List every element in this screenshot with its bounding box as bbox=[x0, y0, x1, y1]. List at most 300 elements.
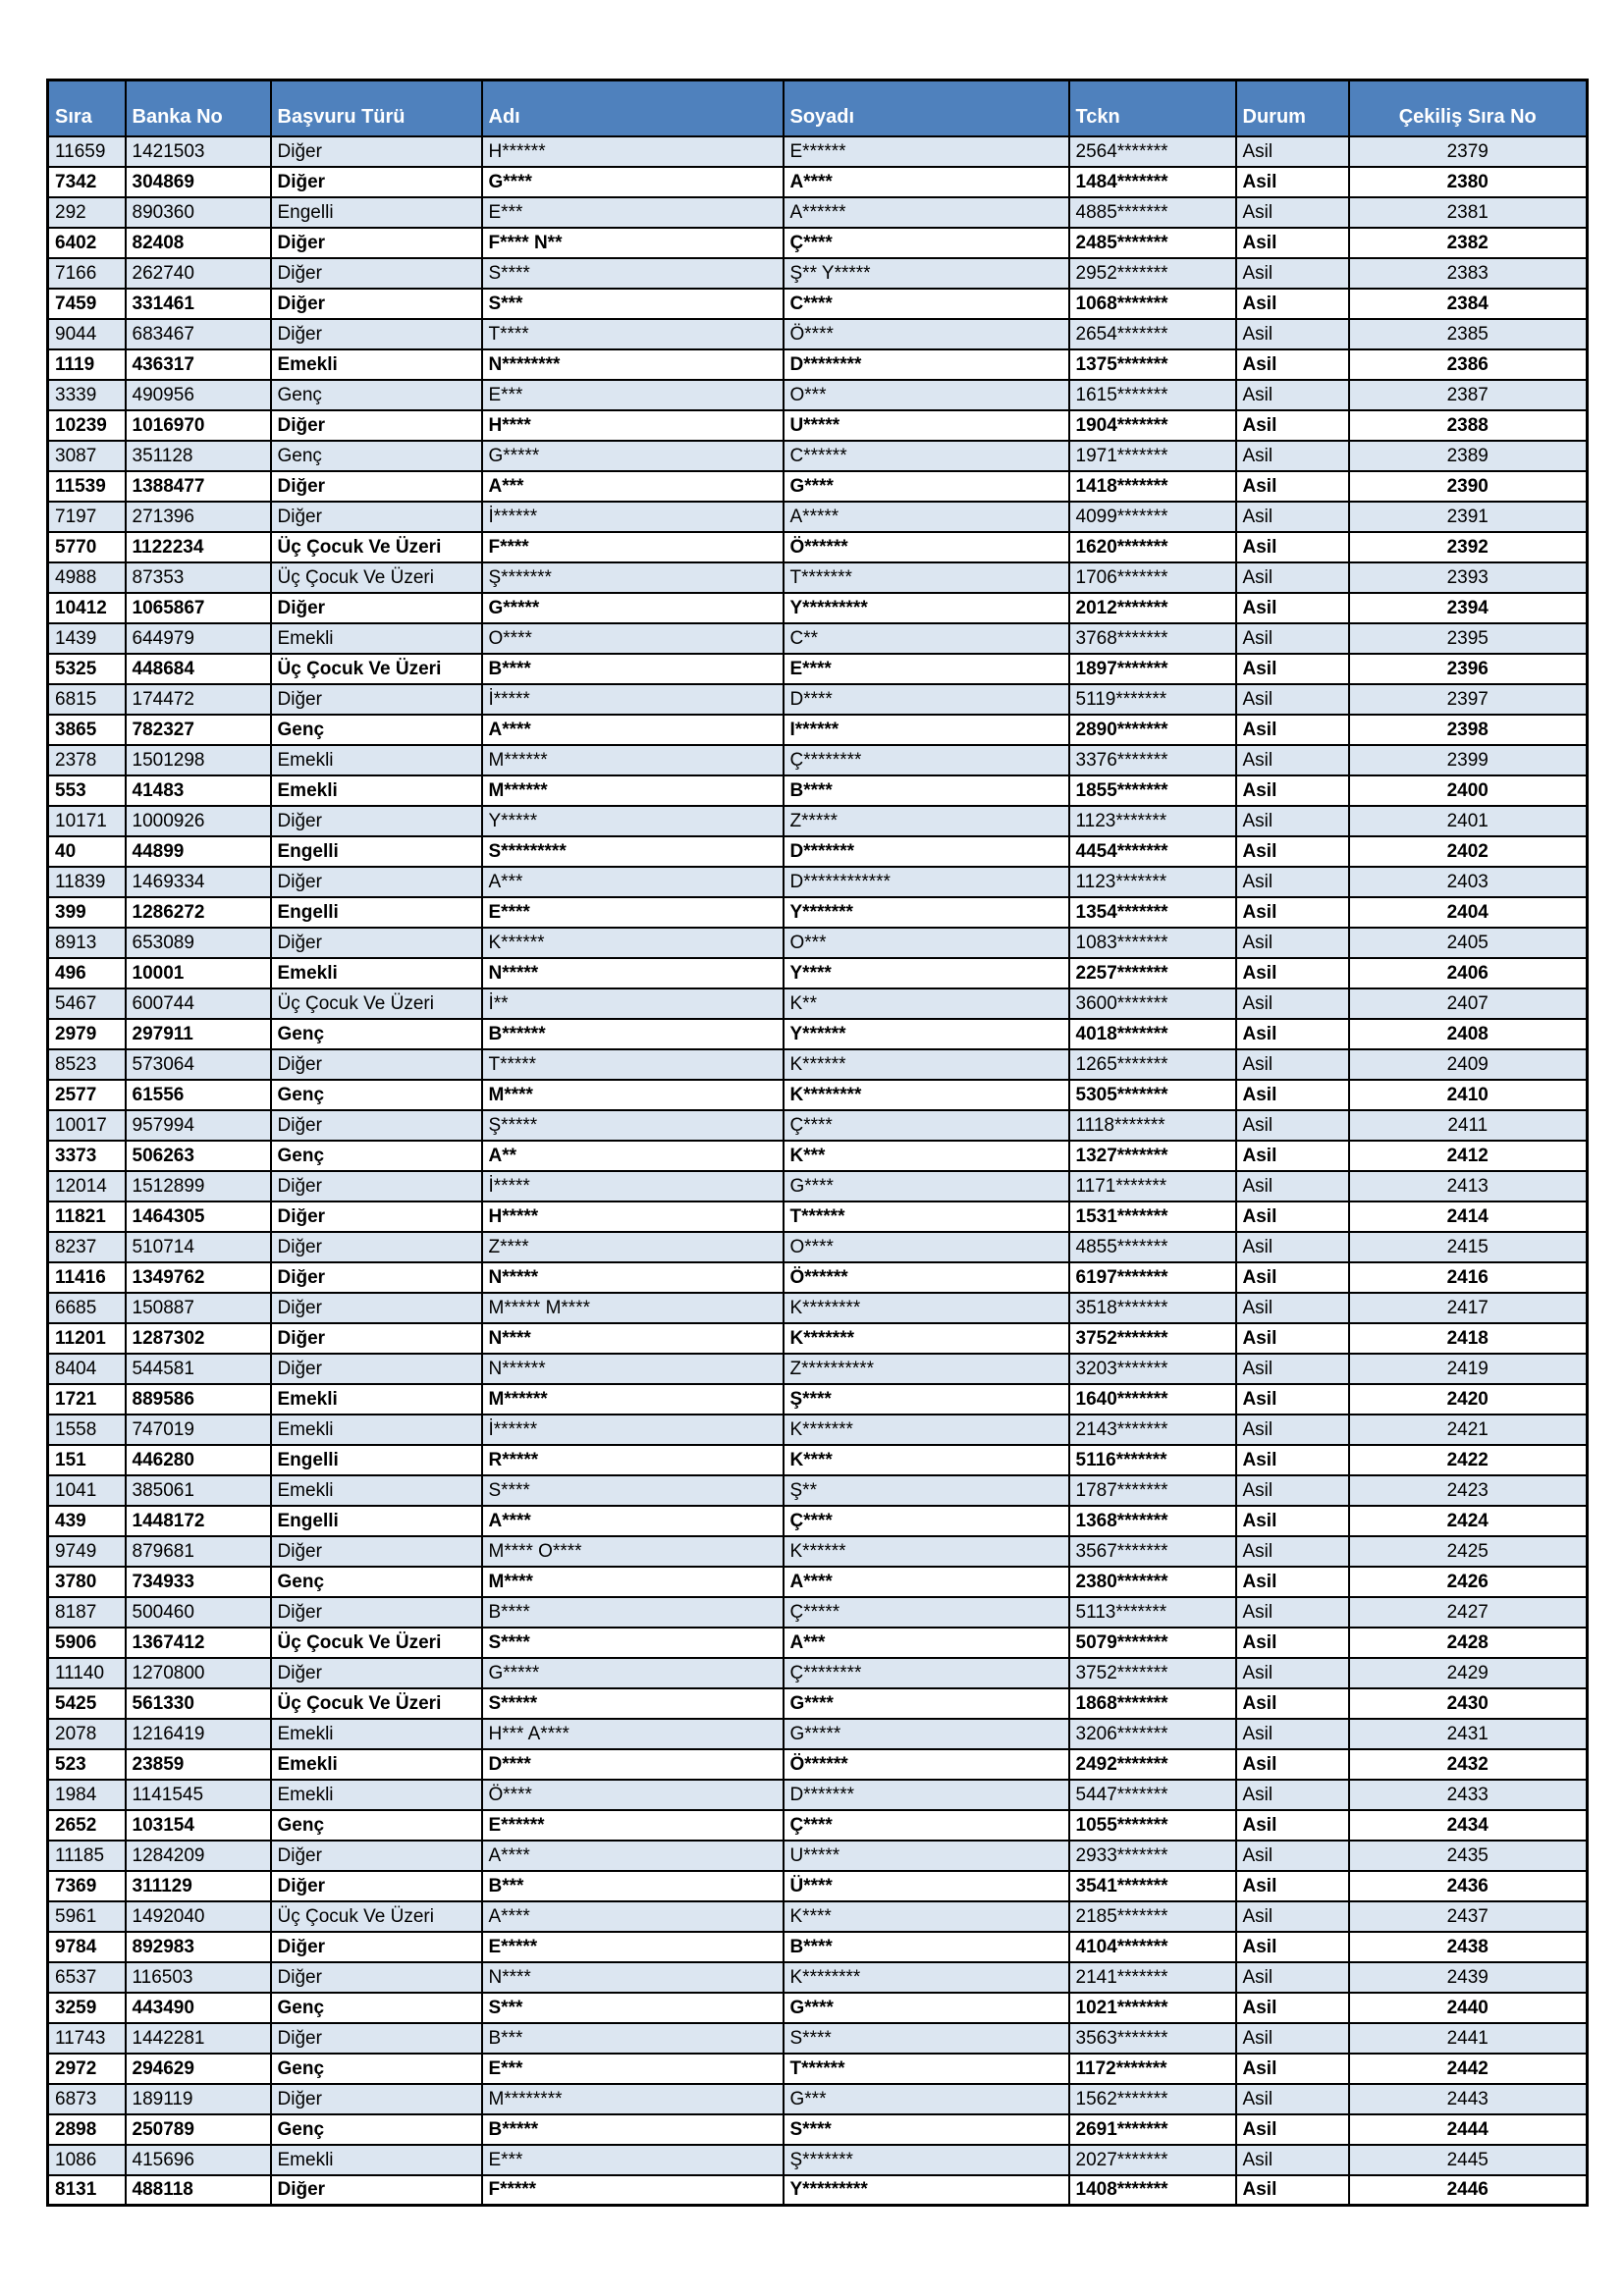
cell: 653089 bbox=[126, 928, 271, 958]
cell: Diğer bbox=[271, 1597, 482, 1628]
cell: 10017 bbox=[48, 1110, 126, 1141]
table-row bbox=[48, 1597, 1588, 1628]
cell: Y********* bbox=[784, 593, 1069, 623]
cell: 8523 bbox=[48, 1049, 126, 1080]
cell: 1270800 bbox=[126, 1658, 271, 1688]
cell: Asil bbox=[1236, 349, 1349, 380]
cell: 490956 bbox=[126, 380, 271, 410]
table-row bbox=[48, 867, 1588, 897]
cell: C** bbox=[784, 623, 1069, 654]
cell: Diğer bbox=[271, 1201, 482, 1232]
cell: 443490 bbox=[126, 1993, 271, 2023]
cell: B***** bbox=[482, 2114, 784, 2145]
cell: S**** bbox=[784, 2023, 1069, 2054]
cell: 2257******* bbox=[1069, 958, 1236, 988]
cell: 957994 bbox=[126, 1110, 271, 1141]
cell: 2412 bbox=[1349, 1141, 1588, 1171]
cell: Diğer bbox=[271, 1262, 482, 1293]
cell: 1367412 bbox=[126, 1628, 271, 1658]
table-row bbox=[48, 715, 1588, 745]
cell: 1286272 bbox=[126, 897, 271, 928]
cell: Asil bbox=[1236, 1688, 1349, 1719]
cell: 1706******* bbox=[1069, 562, 1236, 593]
cell: 3541******* bbox=[1069, 1871, 1236, 1901]
cell: Diğer bbox=[271, 258, 482, 289]
cell: 1558 bbox=[48, 1415, 126, 1445]
cell: 5906 bbox=[48, 1628, 126, 1658]
cell: A*** bbox=[482, 471, 784, 502]
cell: 1787******* bbox=[1069, 1475, 1236, 1506]
cell: 3206******* bbox=[1069, 1719, 1236, 1749]
cell: 2441 bbox=[1349, 2023, 1588, 2054]
cell: 523 bbox=[48, 1749, 126, 1780]
cell: 2407 bbox=[1349, 988, 1588, 1019]
cell: E**** bbox=[784, 654, 1069, 684]
cell: 2404 bbox=[1349, 897, 1588, 928]
cell: 2445 bbox=[1349, 2145, 1588, 2175]
cell: E**** bbox=[482, 897, 784, 928]
table-row bbox=[48, 593, 1588, 623]
cell: Ç******** bbox=[784, 745, 1069, 775]
cell: Genç bbox=[271, 715, 482, 745]
cell: Diğer bbox=[271, 1171, 482, 1201]
cell: 892983 bbox=[126, 1932, 271, 1962]
cell: Genç bbox=[271, 2054, 482, 2084]
cell: Asil bbox=[1236, 1810, 1349, 1841]
cell: 5447******* bbox=[1069, 1780, 1236, 1810]
cell: 600744 bbox=[126, 988, 271, 1019]
cell: 2421 bbox=[1349, 1415, 1588, 1445]
table-header-row bbox=[48, 80, 1588, 136]
cell: 2381 bbox=[1349, 197, 1588, 228]
table-row bbox=[48, 928, 1588, 958]
cell: İ****** bbox=[482, 502, 784, 532]
table-row bbox=[48, 1445, 1588, 1475]
cell: Z********** bbox=[784, 1354, 1069, 1384]
header-cell-adi: Adı bbox=[482, 80, 784, 136]
cell: 4018******* bbox=[1069, 1019, 1236, 1049]
table-row bbox=[48, 988, 1588, 1019]
cell: 2400 bbox=[1349, 775, 1588, 806]
cell: 331461 bbox=[126, 289, 271, 319]
cell: 2384 bbox=[1349, 289, 1588, 319]
cell: O*** bbox=[784, 380, 1069, 410]
table-row bbox=[48, 1323, 1588, 1354]
cell: 2392 bbox=[1349, 532, 1588, 562]
cell: Y**** bbox=[784, 958, 1069, 988]
cell: 5770 bbox=[48, 532, 126, 562]
cell: 2443 bbox=[1349, 2084, 1588, 2114]
cell: Asil bbox=[1236, 1323, 1349, 1354]
cell: 4099******* bbox=[1069, 502, 1236, 532]
cell: Ö****** bbox=[784, 532, 1069, 562]
cell: Asil bbox=[1236, 1262, 1349, 1293]
cell: 297911 bbox=[126, 1019, 271, 1049]
cell: Asil bbox=[1236, 1658, 1349, 1688]
cell: 1492040 bbox=[126, 1901, 271, 1932]
cell: 11659 bbox=[48, 136, 126, 167]
cell: K****** bbox=[784, 1049, 1069, 1080]
table-row bbox=[48, 1141, 1588, 1171]
cell: 2380******* bbox=[1069, 1567, 1236, 1597]
cell: T****** bbox=[784, 2054, 1069, 2084]
table-row bbox=[48, 136, 1588, 167]
cell: Diğer bbox=[271, 2084, 482, 2114]
cell: Ö**** bbox=[784, 319, 1069, 349]
cell: Diğer bbox=[271, 228, 482, 258]
cell: 6815 bbox=[48, 684, 126, 715]
cell: Ö****** bbox=[784, 1749, 1069, 1780]
cell: G**** bbox=[482, 167, 784, 197]
cell: 2433 bbox=[1349, 1780, 1588, 1810]
cell: 1141545 bbox=[126, 1780, 271, 1810]
cell: B**** bbox=[482, 654, 784, 684]
cell: 3203******* bbox=[1069, 1354, 1236, 1384]
cell: 1464305 bbox=[126, 1201, 271, 1232]
cell: 150887 bbox=[126, 1293, 271, 1323]
cell: 2898 bbox=[48, 2114, 126, 2145]
cell: E*** bbox=[482, 380, 784, 410]
cell: 2185******* bbox=[1069, 1901, 1236, 1932]
cell: 11416 bbox=[48, 1262, 126, 1293]
cell: N**** bbox=[482, 1962, 784, 1993]
cell: Genç bbox=[271, 380, 482, 410]
cell: Diğer bbox=[271, 1049, 482, 1080]
cell: 6197******* bbox=[1069, 1262, 1236, 1293]
cell: 1469334 bbox=[126, 867, 271, 897]
cell: 2446 bbox=[1349, 2175, 1588, 2206]
table-row bbox=[48, 654, 1588, 684]
cell: Asil bbox=[1236, 167, 1349, 197]
cell: 2440 bbox=[1349, 1993, 1588, 2023]
table-row bbox=[48, 502, 1588, 532]
cell: I****** bbox=[784, 715, 1069, 745]
table-row bbox=[48, 1019, 1588, 1049]
cell: 151 bbox=[48, 1445, 126, 1475]
cell: Y***** bbox=[482, 806, 784, 836]
cell: K******** bbox=[784, 1080, 1069, 1110]
cell: H**** bbox=[482, 410, 784, 441]
cell: Z***** bbox=[784, 806, 1069, 836]
cell: 2405 bbox=[1349, 928, 1588, 958]
cell: Diğer bbox=[271, 502, 482, 532]
cell: Emekli bbox=[271, 958, 482, 988]
cell: 2933******* bbox=[1069, 1841, 1236, 1871]
cell: B**** bbox=[482, 1597, 784, 1628]
cell: 2406 bbox=[1349, 958, 1588, 988]
cell: 87353 bbox=[126, 562, 271, 593]
cell: 2378 bbox=[48, 745, 126, 775]
table-row bbox=[48, 562, 1588, 593]
cell: 304869 bbox=[126, 167, 271, 197]
cell: A*** bbox=[482, 867, 784, 897]
cell: N***** bbox=[482, 958, 784, 988]
cell: Genç bbox=[271, 1019, 482, 1049]
cell: Asil bbox=[1236, 228, 1349, 258]
cell: 1065867 bbox=[126, 593, 271, 623]
cell: 2439 bbox=[1349, 1962, 1588, 1993]
cell: 4104******* bbox=[1069, 1932, 1236, 1962]
cell: Asil bbox=[1236, 1719, 1349, 1749]
cell: Asil bbox=[1236, 684, 1349, 715]
cell: 4855******* bbox=[1069, 1232, 1236, 1262]
cell: Ö**** bbox=[482, 1780, 784, 1810]
cell: S**** bbox=[482, 258, 784, 289]
cell: 2414 bbox=[1349, 1201, 1588, 1232]
cell: 1123******* bbox=[1069, 806, 1236, 836]
cell: 573064 bbox=[126, 1049, 271, 1080]
cell: T***** bbox=[482, 1049, 784, 1080]
cell: Emekli bbox=[271, 1780, 482, 1810]
cell: Ç**** bbox=[784, 1810, 1069, 1841]
cell: A***** bbox=[784, 502, 1069, 532]
cell: 448684 bbox=[126, 654, 271, 684]
cell: 2425 bbox=[1349, 1536, 1588, 1567]
cell: 3768******* bbox=[1069, 623, 1236, 654]
header-cell-banka-no: Banka No bbox=[126, 80, 271, 136]
cell: Diğer bbox=[271, 1841, 482, 1871]
cell: 2419 bbox=[1349, 1354, 1588, 1384]
cell: 782327 bbox=[126, 715, 271, 745]
cell: T****** bbox=[784, 1201, 1069, 1232]
cell: Diğer bbox=[271, 289, 482, 319]
cell: Asil bbox=[1236, 1201, 1349, 1232]
cell: 2435 bbox=[1349, 1841, 1588, 1871]
cell: 2394 bbox=[1349, 593, 1588, 623]
cell: İ****** bbox=[482, 1415, 784, 1445]
cell: 2420 bbox=[1349, 1384, 1588, 1415]
cell: 351128 bbox=[126, 441, 271, 471]
table-row bbox=[48, 441, 1588, 471]
cell: Asil bbox=[1236, 2145, 1349, 2175]
cell: 1354******* bbox=[1069, 897, 1236, 928]
table-row bbox=[48, 1567, 1588, 1597]
cell: 385061 bbox=[126, 1475, 271, 1506]
draw-results-table bbox=[46, 79, 1589, 2207]
cell: Üç Çocuk Ve Üzeri bbox=[271, 562, 482, 593]
cell: Asil bbox=[1236, 1567, 1349, 1597]
cell: G**** bbox=[784, 1993, 1069, 2023]
cell: Asil bbox=[1236, 2054, 1349, 2084]
cell: 1408******* bbox=[1069, 2175, 1236, 2206]
cell: 1118******* bbox=[1069, 1110, 1236, 1141]
table-row bbox=[48, 167, 1588, 197]
cell: Emekli bbox=[271, 1415, 482, 1445]
cell: Emekli bbox=[271, 2145, 482, 2175]
header-cell-cekilis-sira-no: Çekiliş Sıra No bbox=[1349, 80, 1588, 136]
cell: 2408 bbox=[1349, 1019, 1588, 1049]
cell: S**** bbox=[482, 1475, 784, 1506]
table-row bbox=[48, 1810, 1588, 1841]
cell: 1041 bbox=[48, 1475, 126, 1506]
cell: 2890******* bbox=[1069, 715, 1236, 745]
cell: 5119******* bbox=[1069, 684, 1236, 715]
cell: 1375******* bbox=[1069, 349, 1236, 380]
cell: 2438 bbox=[1349, 1932, 1588, 1962]
cell: T**** bbox=[482, 319, 784, 349]
table-row bbox=[48, 2114, 1588, 2145]
cell: A**** bbox=[482, 715, 784, 745]
cell: T******* bbox=[784, 562, 1069, 593]
cell: D**** bbox=[482, 1749, 784, 1780]
cell: 3563******* bbox=[1069, 2023, 1236, 2054]
cell: D**** bbox=[784, 684, 1069, 715]
cell: 446280 bbox=[126, 1445, 271, 1475]
cell: 2444 bbox=[1349, 2114, 1588, 2145]
cell: 23859 bbox=[126, 1749, 271, 1780]
cell: N**** bbox=[482, 1323, 784, 1354]
table-row bbox=[48, 319, 1588, 349]
cell: Asil bbox=[1236, 897, 1349, 928]
cell: Asil bbox=[1236, 532, 1349, 562]
cell: 11821 bbox=[48, 1201, 126, 1232]
cell: S*** bbox=[482, 289, 784, 319]
cell: K******* bbox=[784, 1415, 1069, 1445]
cell: 2411 bbox=[1349, 1110, 1588, 1141]
cell: N******** bbox=[482, 349, 784, 380]
cell: 2417 bbox=[1349, 1293, 1588, 1323]
cell: 4988 bbox=[48, 562, 126, 593]
cell: 189119 bbox=[126, 2084, 271, 2114]
cell: K****** bbox=[784, 1536, 1069, 1567]
cell: 9784 bbox=[48, 1932, 126, 1962]
cell: Ç***** bbox=[784, 1597, 1069, 1628]
cell: 11140 bbox=[48, 1658, 126, 1688]
cell: A** bbox=[482, 1141, 784, 1171]
cell: Asil bbox=[1236, 2084, 1349, 2114]
cell: U***** bbox=[784, 410, 1069, 441]
cell: 2401 bbox=[1349, 806, 1588, 836]
cell: Genç bbox=[271, 1080, 482, 1110]
cell: M****** bbox=[482, 1384, 784, 1415]
cell: 5325 bbox=[48, 654, 126, 684]
cell: C**** bbox=[784, 289, 1069, 319]
cell: 1086 bbox=[48, 2145, 126, 2175]
table-row bbox=[48, 2023, 1588, 2054]
cell: 3865 bbox=[48, 715, 126, 745]
cell: Diğer bbox=[271, 1232, 482, 1262]
cell: K******** bbox=[784, 1293, 1069, 1323]
cell: Diğer bbox=[271, 319, 482, 349]
cell: Asil bbox=[1236, 410, 1349, 441]
cell: 1055******* bbox=[1069, 1810, 1236, 1841]
cell: 1439 bbox=[48, 623, 126, 654]
cell: G**** bbox=[784, 1688, 1069, 1719]
cell: Üç Çocuk Ve Üzeri bbox=[271, 1901, 482, 1932]
cell: Ç**** bbox=[784, 1506, 1069, 1536]
cell: 561330 bbox=[126, 1688, 271, 1719]
table-row bbox=[48, 1871, 1588, 1901]
cell: Ş***** bbox=[482, 1110, 784, 1141]
cell: İ** bbox=[482, 988, 784, 1019]
cell: Asil bbox=[1236, 502, 1349, 532]
cell: Asil bbox=[1236, 836, 1349, 867]
cell: E***** bbox=[482, 1932, 784, 1962]
table-row bbox=[48, 1080, 1588, 1110]
cell: 1388477 bbox=[126, 471, 271, 502]
cell: B*** bbox=[482, 2023, 784, 2054]
cell: Emekli bbox=[271, 1475, 482, 1506]
cell: Asil bbox=[1236, 1232, 1349, 1262]
table-row bbox=[48, 897, 1588, 928]
cell: A**** bbox=[482, 1841, 784, 1871]
cell: 5467 bbox=[48, 988, 126, 1019]
cell: 1721 bbox=[48, 1384, 126, 1415]
table-row bbox=[48, 380, 1588, 410]
cell: M******** bbox=[482, 2084, 784, 2114]
cell: Diğer bbox=[271, 1110, 482, 1141]
cell: 683467 bbox=[126, 319, 271, 349]
cell: Emekli bbox=[271, 623, 482, 654]
cell: Asil bbox=[1236, 1506, 1349, 1536]
cell: D******* bbox=[784, 1780, 1069, 1810]
cell: S********* bbox=[482, 836, 784, 867]
cell: İ***** bbox=[482, 684, 784, 715]
cell: 3087 bbox=[48, 441, 126, 471]
cell: 2383 bbox=[1349, 258, 1588, 289]
cell: Diğer bbox=[271, 471, 482, 502]
cell: Engelli bbox=[271, 897, 482, 928]
cell: 311129 bbox=[126, 1871, 271, 1901]
table-row bbox=[48, 2084, 1588, 2114]
cell: 2431 bbox=[1349, 1719, 1588, 1749]
cell: 1418******* bbox=[1069, 471, 1236, 502]
cell: 5113******* bbox=[1069, 1597, 1236, 1628]
cell: Ş** bbox=[784, 1475, 1069, 1506]
header-cell-basvuru-turu: Başvuru Türü bbox=[271, 80, 482, 136]
cell: M**** bbox=[482, 1080, 784, 1110]
cell: 174472 bbox=[126, 684, 271, 715]
cell: Asil bbox=[1236, 441, 1349, 471]
table-row bbox=[48, 1932, 1588, 1962]
cell: Asil bbox=[1236, 1171, 1349, 1201]
cell: A**** bbox=[784, 1567, 1069, 1597]
table-row bbox=[48, 2054, 1588, 2084]
cell: D******** bbox=[784, 349, 1069, 380]
cell: 1640******* bbox=[1069, 1384, 1236, 1415]
cell: 2403 bbox=[1349, 867, 1588, 897]
cell: 1984 bbox=[48, 1780, 126, 1810]
cell: Asil bbox=[1236, 1780, 1349, 1810]
cell: Engelli bbox=[271, 1506, 482, 1536]
cell: B**** bbox=[784, 775, 1069, 806]
cell: Diğer bbox=[271, 1293, 482, 1323]
cell: 2141******* bbox=[1069, 1962, 1236, 1993]
cell: 889586 bbox=[126, 1384, 271, 1415]
table-row bbox=[48, 623, 1588, 654]
cell: 294629 bbox=[126, 2054, 271, 2084]
table-row bbox=[48, 1049, 1588, 1080]
cell: 2078 bbox=[48, 1719, 126, 1749]
cell: Diğer bbox=[271, 410, 482, 441]
cell: Diğer bbox=[271, 867, 482, 897]
cell: Asil bbox=[1236, 593, 1349, 623]
cell: 2485******* bbox=[1069, 228, 1236, 258]
cell: 2434 bbox=[1349, 1810, 1588, 1841]
cell: Asil bbox=[1236, 1962, 1349, 1993]
table-row bbox=[48, 1384, 1588, 1415]
cell: A**** bbox=[482, 1901, 784, 1932]
cell: 2389 bbox=[1349, 441, 1588, 471]
cell: 11201 bbox=[48, 1323, 126, 1354]
table-row bbox=[48, 1658, 1588, 1688]
cell: Diğer bbox=[271, 1658, 482, 1688]
table-row bbox=[48, 684, 1588, 715]
header-cell-soyadi: Soyadı bbox=[784, 80, 1069, 136]
cell: 2424 bbox=[1349, 1506, 1588, 1536]
cell: Emekli bbox=[271, 1384, 482, 1415]
cell: Üç Çocuk Ve Üzeri bbox=[271, 532, 482, 562]
